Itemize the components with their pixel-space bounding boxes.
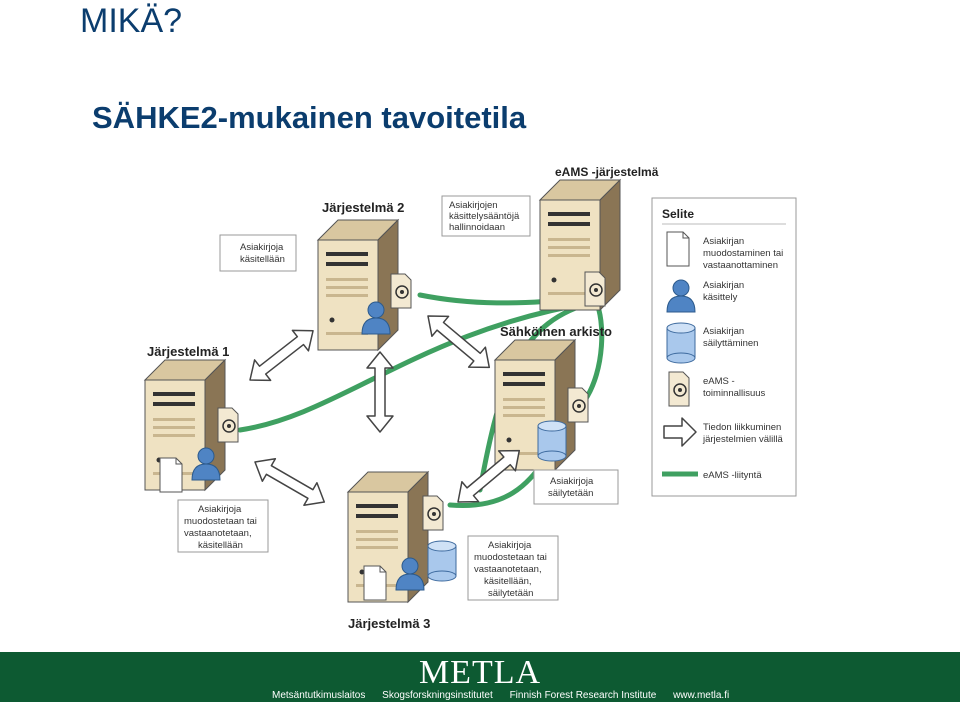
note-rules [442, 196, 530, 236]
svg-text:eAMS -liityntä: eAMS -liityntä [703, 470, 762, 481]
note-archive [534, 470, 618, 504]
page-subtitle: SÄHKE2-mukainen tavoitetila [92, 100, 527, 135]
svg-text:Asiakirjan: Asiakirjan [703, 326, 745, 337]
note-system-1 [178, 500, 268, 552]
note-system-3 [468, 536, 558, 600]
svg-text:vastaanottaminen: vastaanottaminen [703, 260, 778, 271]
svg-text:säilyttäminen: säilyttäminen [703, 338, 759, 349]
archive-label: Sähköinen arkisto [500, 324, 612, 339]
svg-text:Asiakirjan: Asiakirjan [703, 280, 745, 291]
footer-link-en[interactable]: Finnish Forest Research Institute [509, 690, 657, 701]
document-icon [364, 566, 386, 600]
document-icon [160, 458, 182, 492]
data-flow-arrow [242, 321, 321, 391]
legend-title: Selite [662, 207, 695, 221]
data-flow-arrow [420, 306, 498, 377]
eams-function-icon [585, 272, 605, 306]
system-1-label: Järjestelmä 1 [147, 344, 230, 359]
eams-function-icon [669, 372, 689, 406]
svg-text:Asiakirjoja: Asiakirjoja [488, 540, 532, 551]
svg-text:säilytetään: säilytetään [488, 588, 534, 599]
eams-function-icon [423, 496, 443, 530]
svg-text:Tiedon liikkuminen: Tiedon liikkuminen [703, 422, 782, 433]
svg-text:käsitellään: käsitellään [198, 540, 243, 551]
svg-text:säilytetään: säilytetään [548, 488, 594, 499]
svg-text:Asiakirjojen: Asiakirjojen [449, 200, 498, 211]
svg-text:käsittelysääntöjä: käsittelysääntöjä [449, 211, 520, 222]
svg-text:muodostaminen tai: muodostaminen tai [703, 248, 784, 259]
footer-link-sv[interactable]: Skogsforskningsinstitutet [382, 690, 493, 701]
svg-text:käsitellään,: käsitellään, [484, 576, 532, 587]
svg-text:vastaanotetaan,: vastaanotetaan, [474, 564, 542, 575]
svg-text:vastaanotetaan,: vastaanotetaan, [184, 528, 252, 539]
document-icon [667, 232, 689, 266]
database-icon [428, 541, 456, 581]
svg-text:Asiakirjoja: Asiakirjoja [240, 242, 284, 253]
eams-function-icon [391, 274, 411, 308]
system-2-label: Järjestelmä 2 [322, 200, 405, 215]
data-flow-arrow [367, 352, 393, 432]
footer-links [272, 690, 743, 701]
metla-logo: METLA [418, 654, 542, 691]
svg-text:Asiakirjan: Asiakirjan [703, 236, 745, 247]
database-icon [538, 421, 566, 461]
svg-text:Asiakirjoja: Asiakirjoja [550, 476, 594, 487]
database-icon [667, 323, 695, 363]
svg-text:toiminnallisuus: toiminnallisuus [703, 388, 766, 399]
eams-function-icon [218, 408, 238, 442]
svg-text:hallinnoidaan: hallinnoidaan [449, 222, 505, 233]
svg-text:eAMS -: eAMS - [703, 376, 735, 387]
svg-text:käsittely: käsittely [703, 292, 738, 303]
eams-function-icon [568, 388, 588, 422]
page-title: MIKÄ? [80, 2, 183, 40]
svg-text:muodostetaan tai: muodostetaan tai [184, 516, 257, 527]
eams-system-label: eAMS -järjestelmä [555, 165, 659, 179]
system-3-label: Järjestelmä 3 [348, 616, 431, 631]
legend [652, 198, 796, 496]
svg-text:Asiakirjoja: Asiakirjoja [198, 504, 242, 515]
note-system-2 [220, 235, 296, 271]
svg-text:käsitellään: käsitellään [240, 254, 285, 265]
footer-link-fi[interactable]: Metsäntutkimuslaitos [272, 690, 366, 701]
eams-server [540, 180, 620, 310]
svg-text:muodostetaan tai: muodostetaan tai [474, 552, 547, 563]
svg-text:järjestelmien välillä: järjestelmien välillä [703, 434, 783, 445]
footer-link-web[interactable]: www.metla.fi [673, 690, 730, 701]
